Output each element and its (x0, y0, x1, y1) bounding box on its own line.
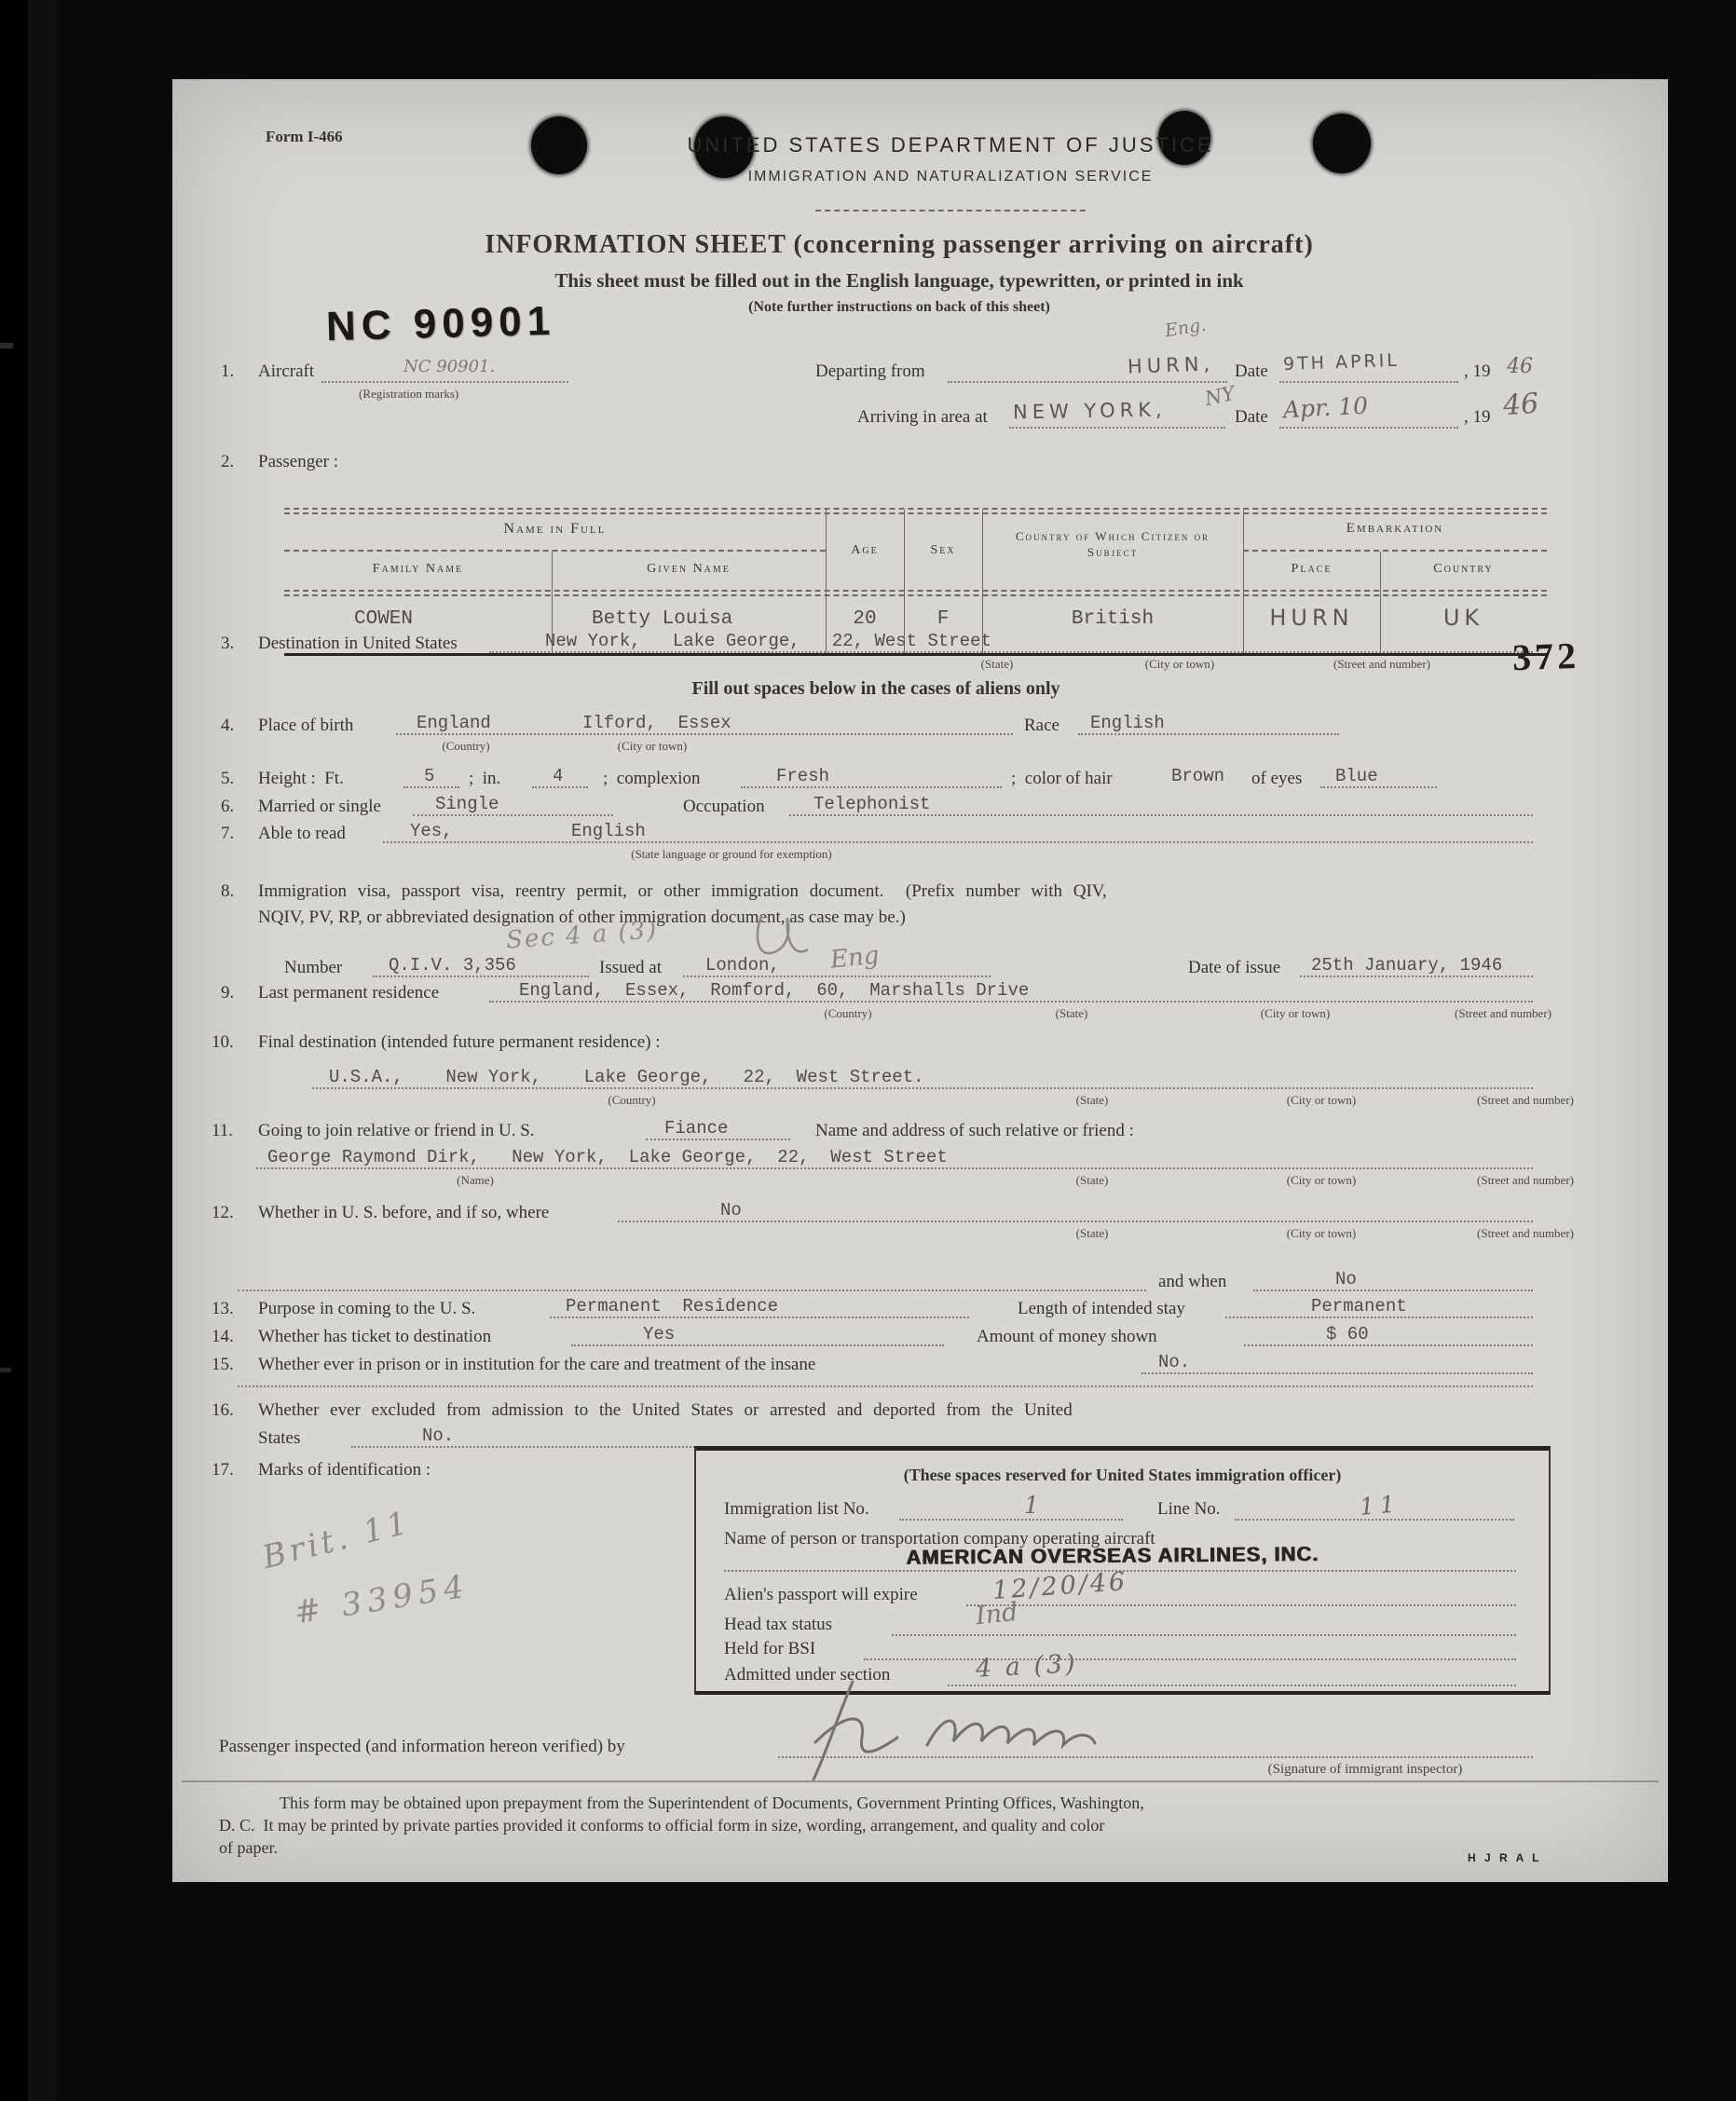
line-no-value: 11 (1358, 1490, 1401, 1521)
departing-date-label: Date (1235, 362, 1268, 381)
dotted-line (256, 1167, 1533, 1169)
cell-embarkation-country: UK (1442, 605, 1484, 631)
money-label: Amount of money shown (977, 1327, 1157, 1346)
item12-label: Whether in U. S. before, and if so, where (258, 1203, 550, 1222)
dotted-line (1225, 1317, 1533, 1318)
page-number-stamp: 372 (1511, 634, 1580, 679)
caption-country: (Country) (442, 739, 490, 753)
caption-street: (Street and number) (1455, 1006, 1551, 1020)
height-inches-value: 4 (553, 766, 564, 786)
caption-street: (Street and number) (1477, 1173, 1574, 1187)
caption-city: (City or town) (1286, 1093, 1357, 1107)
agency-name: UNITED STATES DEPARTMENT OF JUSTICE (687, 133, 1214, 157)
item11-label: Going to join relative or friend in U. S. (258, 1121, 535, 1140)
punch-hole (531, 116, 587, 174)
eyes-value: Blue (1335, 766, 1378, 786)
table-border (284, 590, 1547, 592)
scan-edge-mark (0, 343, 13, 348)
footer-line3: of paper. (219, 1838, 278, 1857)
header-embarkation: Embarkation (1346, 521, 1444, 536)
cell-country-citizen: British (1071, 608, 1155, 630)
item2-label: Passenger : (258, 452, 339, 471)
caption-state: (State) (1075, 1173, 1109, 1187)
transport-company-label: Name of person or transportation company operating aircraft (724, 1529, 1155, 1548)
table-border (284, 550, 826, 552)
arriving-value: NEW YORK, (1012, 398, 1167, 424)
item12-number: 12. (212, 1203, 234, 1222)
visa-number-value: Q.I.V. 3,356 (389, 955, 516, 975)
departing-from-country-note: Eng. (1163, 314, 1208, 342)
dotted-line (312, 1087, 1533, 1089)
line-no-label: Line No. (1157, 1499, 1221, 1519)
passport-expire-value: 12/20/46 (991, 1566, 1129, 1606)
dotted-line (321, 381, 568, 383)
arriving-date-value: Apr. 10 (1282, 391, 1369, 424)
inspected-by-label: Passenger inspected (and information hereon verified) by (219, 1737, 625, 1756)
cell-age: 20 (853, 608, 877, 630)
item4-city-value: Ilford, Essex (582, 713, 731, 733)
aircraft-registration-stamp: NC 90901 (325, 297, 556, 350)
item9-value: England, Essex, Romford, 60, Marshalls Drive (519, 980, 1030, 1001)
dotted-line (618, 1221, 1533, 1222)
head-tax-value: Ind (974, 1597, 1019, 1631)
item3-number: 3. (221, 634, 235, 653)
table-border (284, 512, 1547, 514)
caption-state: (State) (1055, 1006, 1088, 1020)
header-sex: Sex (930, 543, 956, 557)
signature-caption: (Signature of immigrant inspector) (1267, 1762, 1463, 1777)
caption-country: (Country) (608, 1093, 656, 1107)
dotted-line (1078, 733, 1339, 735)
dotted-line (383, 841, 1533, 843)
item3-value: New York, Lake George, 22, West Street (545, 631, 991, 651)
cell-sex: F (936, 608, 950, 630)
item8-number: 8. (221, 881, 235, 901)
arriving-label: Arriving in area at (857, 407, 988, 427)
caption-name: (Name) (457, 1173, 494, 1187)
header-place: Place (1291, 562, 1333, 576)
caption-state: (State) (1075, 1226, 1109, 1240)
dotted-line (864, 1658, 1516, 1660)
head-tax-label: Head tax status (724, 1615, 833, 1634)
relation-value: Fiance (664, 1118, 729, 1139)
stay-label: Length of intended stay (1018, 1299, 1185, 1318)
issue-date-label: Date of issue (1188, 958, 1281, 977)
item4-number: 4. (221, 716, 235, 735)
header-country-citizen: Country of Which Citizen or Subject (1015, 529, 1210, 559)
money-value: $ 60 (1326, 1324, 1369, 1344)
caption-language: (State language or ground for exemption) (631, 847, 832, 861)
item2-number: 2. (221, 452, 235, 471)
hair-label: ; color of hair (1011, 769, 1113, 788)
header-family-name: Family Name (372, 562, 464, 576)
agency-service: IMMIGRATION AND NATURALIZATION SERVICE (747, 169, 1154, 184)
item16-number: 16. (212, 1400, 234, 1420)
dotted-line (489, 1001, 1533, 1003)
item1-label: Aircraft (258, 362, 315, 381)
scan-edge-mark (0, 1368, 11, 1372)
race-value: English (1090, 713, 1165, 733)
table-border (1243, 550, 1547, 552)
item14-number: 14. (212, 1327, 234, 1346)
read-language-value: English (571, 821, 646, 841)
stay-value: Permanent (1311, 1296, 1407, 1317)
footer-line1: This form may be obtained upon prepayment from the Superintendent of Documents, Government Printing Offices, Washington, (280, 1794, 1144, 1812)
dotted-line (1279, 381, 1458, 383)
registration-caption: (Registration marks) (359, 387, 459, 401)
year-printed: , 19 (1464, 407, 1491, 427)
issued-at-label: Issued at (599, 958, 663, 977)
item9-label: Last permanent residence (258, 983, 440, 1003)
item6-label: Married or single (258, 797, 381, 816)
dotted-line (948, 381, 1227, 383)
dotted-line (966, 1604, 1516, 1606)
item13-label: Purpose in coming to the U. S. (258, 1299, 476, 1318)
item11-value: George Raymond Dirk, New York, Lake George, 22, West Street (267, 1147, 948, 1167)
issued-at-note: Eng (828, 941, 881, 975)
punch-hole (1313, 114, 1371, 173)
caption-city: (City or town) (1260, 1006, 1331, 1020)
officer-box-title: (These spaces reserved for United States immigration officer) (903, 1466, 1342, 1484)
item13-number: 13. (212, 1299, 234, 1318)
item8-line1: Immigration visa, passport visa, reentry permit, or other immigration document. (Prefix number with QIV, (258, 881, 1107, 901)
item5-number: 5. (221, 769, 235, 788)
immigration-list-label: Immigration list No. (724, 1499, 869, 1519)
item6-number: 6. (221, 797, 235, 816)
item10-label: Final destination (intended future permanent residence) : (258, 1032, 661, 1052)
form-number: Form I-466 (266, 128, 343, 145)
table-border (284, 594, 1547, 596)
pencil-note-number: # 33954 (292, 1567, 472, 1632)
printer-code: H J R A L (1468, 1851, 1542, 1864)
caption-state: (State) (980, 657, 1014, 671)
complexion-label: ; complexion (603, 769, 701, 788)
dotted-line (238, 1289, 1146, 1291)
departing-from-value: HURN, (1127, 352, 1215, 378)
and-when-value: No (1335, 1269, 1357, 1289)
footer-divider (182, 1780, 1659, 1782)
inspector-signature (787, 1663, 1253, 1784)
item16-label2: States (258, 1428, 301, 1448)
dotted-line (646, 1139, 790, 1140)
item17-label: Marks of identification : (258, 1460, 431, 1480)
caption-city: (City or town) (617, 739, 688, 753)
header-country: Country (1433, 562, 1494, 576)
arriving-state-note: NY (1202, 381, 1237, 411)
officer-box (694, 1446, 1551, 1695)
aircraft-registration-typed: NC 90901. (403, 357, 496, 376)
prison-value: No. (1158, 1352, 1191, 1372)
dotted-line (571, 1344, 944, 1346)
item9-number: 9. (221, 983, 235, 1003)
marital-status-value: Single (435, 794, 499, 814)
height-inches-label: ; in. (469, 769, 501, 788)
dotted-line (1141, 1372, 1533, 1374)
departing-year-value: 46 (1507, 355, 1533, 378)
page-subtitle: This sheet must be filled out in the English language, typewritten, or printed in ink (554, 269, 1244, 292)
excluded-value: No. (422, 1426, 455, 1446)
page-note: (Note further instructions on back of this sheet) (748, 299, 1050, 315)
able-to-read-value: Yes, (410, 821, 453, 841)
dotted-line (403, 786, 459, 788)
caption-city: (City or town) (1286, 1226, 1357, 1240)
hair-value: Brown (1171, 766, 1225, 786)
purpose-value: Permanent Residence (566, 1296, 779, 1317)
caption-country: (Country) (824, 1006, 872, 1020)
item15-label: Whether ever in prison or in institution for the care and treatment of the insane (258, 1355, 816, 1374)
header-name-in-full: Name in Full (503, 521, 607, 537)
cell-family-name: COWEN (354, 608, 414, 630)
item8-line2: NQIV, PV, RP, or abbreviated designation of other immigration document, as case may be.) (258, 907, 906, 927)
caption-state: (State) (1075, 1093, 1109, 1107)
dotted-line (1279, 427, 1458, 429)
item7-label: Able to read (258, 824, 346, 843)
dotted-line (899, 1519, 1123, 1521)
arriving-date-label: Date (1235, 407, 1268, 427)
admitted-section-value: 4 a (3) (975, 1649, 1079, 1684)
dotted-line (1244, 1344, 1533, 1346)
complexion-value: Fresh (776, 766, 830, 786)
pencil-section-note: Sec 4 a (3) (505, 916, 660, 955)
dotted-line (575, 733, 1013, 735)
dotted-line (1320, 786, 1437, 788)
form-paper (172, 79, 1668, 1882)
caption-city: (City or town) (1286, 1173, 1357, 1187)
dotted-line (238, 1385, 1533, 1387)
passport-expire-label: Alien's passport will expire (724, 1585, 918, 1604)
table-border (284, 653, 1547, 656)
held-for-bsi-label: Held for BSI (724, 1639, 816, 1658)
arriving-year-value: 46 (1501, 387, 1540, 423)
issued-at-value: London, (705, 955, 780, 975)
header-age: Age (851, 543, 879, 557)
caption-street: (Street and number) (1477, 1093, 1574, 1107)
dotted-line (489, 651, 1533, 653)
dotted-line (532, 786, 588, 788)
visa-number-label: Number (284, 958, 343, 977)
dotted-line (741, 786, 1002, 788)
departing-from-label: Departing from (815, 362, 925, 381)
height-feet-value: 5 (424, 766, 435, 786)
dotted-line (892, 1634, 1516, 1636)
departing-date-value: 9TH APRIL (1282, 349, 1401, 375)
item14-label: Whether has ticket to destination (258, 1327, 492, 1346)
item10-number: 10. (212, 1032, 234, 1052)
admitted-section-label: Admitted under section (724, 1665, 891, 1685)
item17-number: 17. (212, 1460, 234, 1480)
footer-line2: D. C. It may be printed by private parties provided it conforms to official form in size, wording, arrangement, and quality and color (219, 1816, 1105, 1835)
header-given-name: Given Name (647, 562, 731, 576)
occupation-value: Telephonist (813, 794, 931, 814)
item7-number: 7. (221, 824, 235, 843)
item15-number: 15. (212, 1355, 234, 1374)
header-rule (815, 210, 1086, 211)
aliens-only-note: Fill out spaces below in the cases of aliens only (691, 678, 1060, 699)
dotted-line (396, 733, 573, 735)
dotted-line (1300, 975, 1533, 977)
dotted-line (683, 975, 991, 977)
and-when-label: and when (1158, 1272, 1227, 1291)
dotted-line (373, 975, 589, 977)
issue-date-value: 25th January, 1946 (1311, 955, 1503, 975)
item10-value: U.S.A., New York, Lake George, 22, West Street. (329, 1067, 924, 1087)
caption-city: (City or town) (1144, 657, 1215, 671)
airline-stamp: AMERICAN OVERSEAS AIRLINES, INC. (905, 1542, 1319, 1569)
dotted-line (413, 814, 613, 816)
eyes-label: of eyes (1251, 769, 1303, 788)
table-border (284, 508, 1547, 510)
page-title: INFORMATION SHEET (concerning passenger arriving on aircraft) (485, 230, 1314, 259)
dotted-line (1253, 1289, 1533, 1291)
ticket-value: Yes (643, 1324, 676, 1344)
pencil-note-brit: Brit. 11 (258, 1503, 416, 1577)
item5-label: Height : Ft. (258, 769, 344, 788)
immigration-list-value: 1 (1024, 1492, 1039, 1519)
item11-label2: Name and address of such relative or friend : (815, 1121, 1134, 1140)
dotted-line (550, 1317, 969, 1318)
item3-label: Destination in United States (258, 634, 458, 653)
cell-given-name: Betty Louisa (592, 608, 733, 630)
cell-embarkation-place: HURN (1269, 605, 1354, 631)
year-printed: , 19 (1464, 362, 1491, 381)
item4-label: Place of birth (258, 716, 354, 735)
caption-street: (Street and number) (1333, 657, 1430, 671)
caption-street: (Street and number) (1477, 1226, 1574, 1240)
item1-number: 1. (221, 362, 235, 381)
item11-number: 11. (212, 1121, 234, 1140)
race-label: Race (1024, 716, 1059, 735)
item4-country-value: England (417, 713, 491, 733)
dotted-line (1009, 427, 1225, 429)
item12-value: No (720, 1200, 742, 1221)
dotted-line (789, 814, 1533, 816)
occupation-label: Occupation (683, 797, 765, 816)
item16-line1: Whether ever excluded from admission to the United States or arrested and deported from the United (258, 1400, 1073, 1420)
